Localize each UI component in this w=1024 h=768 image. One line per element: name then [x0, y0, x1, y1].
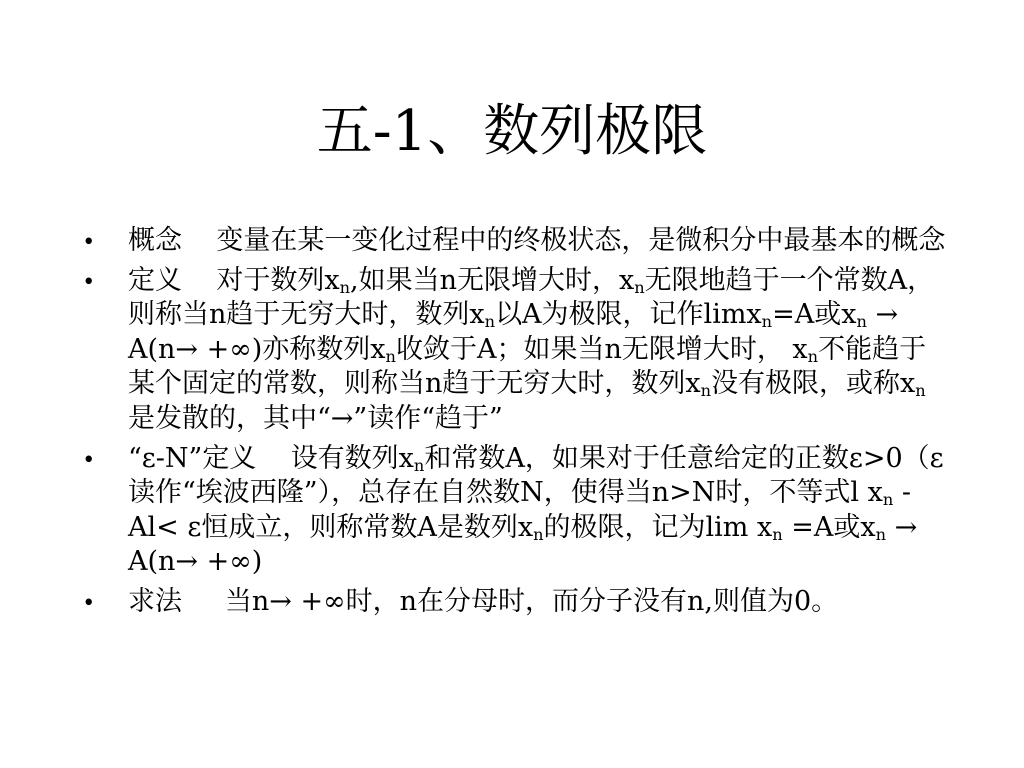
- definition-text: 以A为极限，记作limx: [495, 299, 762, 331]
- bullet-label-epsilon-n: “ε-N”定义: [128, 442, 257, 474]
- definition-text: 是发散的，其中“→”读作“趋于”: [128, 402, 503, 434]
- bullet-epsilon-n: [128, 442, 948, 580]
- definition-text: =A或x: [772, 299, 857, 331]
- epsilon-text: → A(n→ +∞): [128, 511, 918, 578]
- bullet-text-method: 当n→ +∞时，n在分母时，而分子没有n,则值为0。: [224, 585, 839, 617]
- bullet-list: [128, 224, 948, 625]
- subscript-n: n: [772, 524, 783, 544]
- epsilon-text: 设有数列x: [290, 442, 414, 474]
- subscript-n: n: [882, 490, 894, 510]
- epsilon-text: =A或x: [791, 511, 876, 543]
- bullet-concept: [128, 224, 948, 259]
- subscript-n: n: [875, 524, 887, 544]
- definition-text: 不能趋于某个固定的常数，则称当n趋于无穷大时，数列x: [128, 333, 927, 400]
- bullet-method: [128, 585, 948, 620]
- definition-text: ,如果当n无限增大时，x: [350, 264, 635, 296]
- subscript-n: n: [915, 381, 926, 401]
- subscript-n: n: [761, 312, 773, 332]
- definition-text: 无限地趋于一个常数A，则称当n趋于无穷大时，数列x: [128, 264, 935, 331]
- subscript-n: n: [634, 277, 645, 297]
- subscript-n: n: [339, 277, 351, 297]
- definition-text: 收敛于A；如果当n无限增大时， x: [395, 333, 808, 365]
- epsilon-text: 的极限，记为lim x: [543, 511, 773, 543]
- epsilon-text: -Al< ε恒成立，则称常数A是数列x: [128, 477, 911, 543]
- bullet-label-concept: 概念: [128, 225, 182, 256]
- subscript-n: n: [700, 381, 712, 401]
- epsilon-text: 和常数A，如果对于任意给定的正数ε>0（ε读作“埃波西隆”），总存在自然数N，使得当n>N时，不等式l x: [128, 442, 944, 509]
- subscript-n: n: [413, 455, 425, 475]
- subscript-n: n: [533, 524, 544, 544]
- bullet-definition: [128, 264, 948, 437]
- bullet-label-definition: 定义: [128, 264, 182, 296]
- slide-title: 五-1、数列极限: [316, 99, 708, 164]
- subscript-n: n: [385, 346, 396, 366]
- subscript-n: n: [484, 312, 496, 332]
- subscript-n: n: [807, 346, 819, 366]
- definition-text: 没有极限，或称x: [711, 368, 916, 400]
- subscript-n: n: [856, 312, 867, 332]
- definition-text: → A(n→ +∞)亦称数列x: [128, 299, 899, 365]
- definition-text: 对于数列x: [216, 264, 340, 296]
- bullet-text-concept: 变量在某一变化过程中的终极状态，是微积分中最基本的概念: [216, 225, 946, 256]
- bullet-label-method: 求法: [128, 585, 182, 617]
